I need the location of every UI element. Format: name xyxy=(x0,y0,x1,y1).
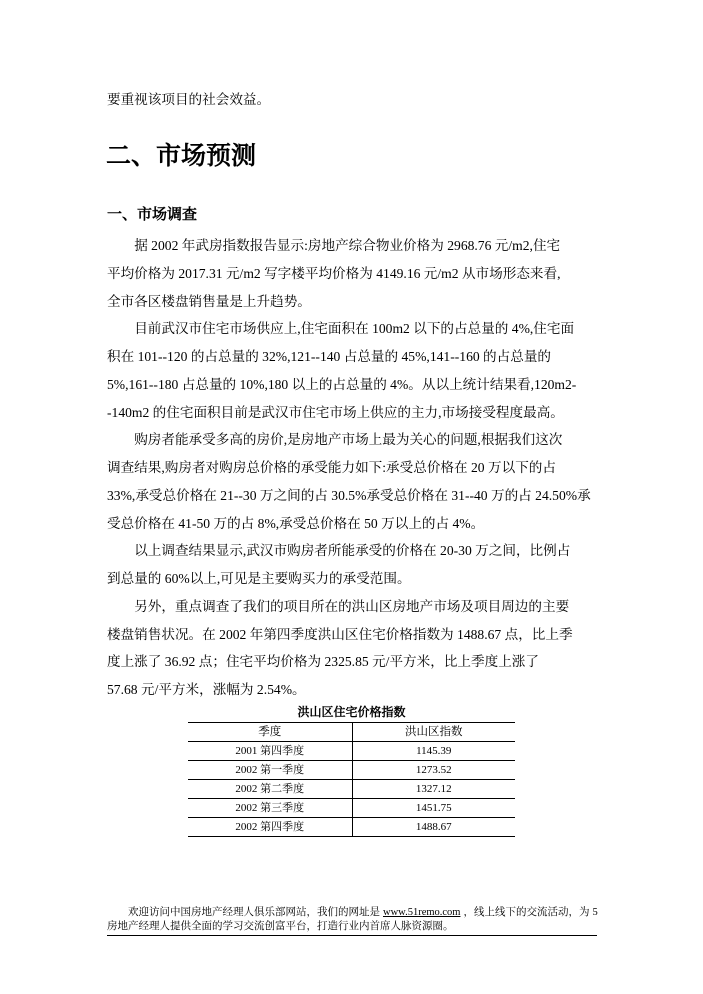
paragraph-3 xyxy=(107,426,591,537)
footer-website-link[interactable]: www.51remo.com xyxy=(383,907,461,918)
page-number: 5 xyxy=(592,907,598,918)
paragraph-line: 调查结果,购房者对购房总价格的承受能力如下:承受总价格在 20 万以下的占 xyxy=(107,460,556,475)
index-cell: 1451.75 xyxy=(352,799,515,818)
paragraph-line: 另外，重点调查了我们的项目所在的洪山区房地产市场及项目周边的主要 xyxy=(134,598,570,614)
paragraph-line: 以上调查结果显示,武汉市购房者所能承受的价格在 20-30 万之间，比例占 xyxy=(134,543,571,559)
paragraph-line: 33%,承受总价格在 21--30 万之间的占 30.5%承受总价格在 31--40 万的占 24.50%承 xyxy=(107,487,591,503)
quarter-cell: 2002 第一季度 xyxy=(188,761,352,780)
paragraph-line: 楼盘销售状况。在 2002 年第四季度洪山区住宅价格指数为 1488.67 点，比上季 xyxy=(107,626,573,642)
quarter-cell: 2001 第四季度 xyxy=(188,742,352,761)
quarter-cell: 2002 第二季度 xyxy=(188,780,352,799)
index-cell: 1145.39 xyxy=(352,742,515,761)
paragraph-2 xyxy=(107,315,591,426)
index-cell: 1327.12 xyxy=(352,780,515,799)
intro-line: 要重视该项目的社会效益。 xyxy=(107,92,271,107)
paragraph-line: -140m2 的住宅面积目前是武汉市住宅市场上供应的主力,市场接受程度最高。 xyxy=(107,404,564,420)
quarter-cell: 2002 第四季度 xyxy=(188,818,352,837)
paragraph-1 xyxy=(107,232,591,315)
footer-text-prefix: 欢迎访问中国房地产经理人俱乐部网站，我们的网址是 xyxy=(128,907,380,918)
paragraph-line: 目前武汉市住宅市场供应上,住宅面积在 100m2 以下的占总量的 4%,住宅面 xyxy=(134,321,575,337)
column-header-index: 洪山区指数 xyxy=(352,723,515,742)
price-index-table xyxy=(188,722,515,837)
paragraph-line: 57.68 元/平方米，涨幅为 2.54%。 xyxy=(107,682,306,697)
table-row xyxy=(188,742,515,761)
footer-text-suffix: ，线上线下的交流活动，为 xyxy=(463,907,590,918)
footer-line-1 xyxy=(107,906,598,920)
table-row xyxy=(188,761,515,780)
table-header-row xyxy=(188,723,515,742)
footer-line-2: 房地产经理人提供全面的学习交流创富平台，打造行业内首席人脉资源圈。 xyxy=(107,921,454,932)
paragraph-line: 度上涨了 36.92 点；住宅平均价格为 2325.85 元/平方米，比上季度上涨了 xyxy=(107,654,539,670)
paragraph-line: 购房者能承受多高的房价,是房地产市场上最为关心的问题,根据我们这次 xyxy=(134,432,563,448)
body-text xyxy=(107,232,591,704)
index-cell: 1273.52 xyxy=(352,761,515,780)
paragraph-5 xyxy=(107,593,591,704)
footer-divider xyxy=(107,935,597,936)
paragraph-line: 5%,161--180 占总量的 10%,180 以上的占总量的 4%。从以上统计结果看,120m2- xyxy=(107,376,577,392)
column-header-quarter: 季度 xyxy=(188,723,352,742)
table-row xyxy=(188,799,515,818)
paragraph-line: 全市各区楼盘销售量是上升趋势。 xyxy=(107,293,311,309)
quarter-cell: 2002 第三季度 xyxy=(188,799,352,818)
section-heading: 二、市场预测 xyxy=(106,143,257,170)
paragraph-line: 平均价格为 2017.31 元/m2 写字楼平均价格为 4149.16 元/m2 从市场形态来看, xyxy=(107,265,561,281)
table-title: 洪山区住宅价格指数 xyxy=(297,705,406,719)
paragraph-line: 到总量的 60%以上,可见是主要购买力的承受范围。 xyxy=(107,571,411,586)
table-row xyxy=(188,818,515,837)
paragraph-line: 积在 101--120 的占总量的 32%,121--140 占总量的 45%,141--160 的占总量的 xyxy=(107,349,552,364)
subsection-heading: 一、市场调查 xyxy=(107,207,198,223)
paragraph-line: 据 2002 年武房指数报告显示:房地产综合物业价格为 2968.76 元/m2,住宅 xyxy=(134,238,561,253)
table-row xyxy=(188,780,515,799)
paragraph-line: 受总价格在 41-50 万的占 8%,承受总价格在 50 万以上的占 4%。 xyxy=(107,515,485,531)
paragraph-4 xyxy=(107,537,591,593)
index-cell: 1488.67 xyxy=(352,818,515,837)
